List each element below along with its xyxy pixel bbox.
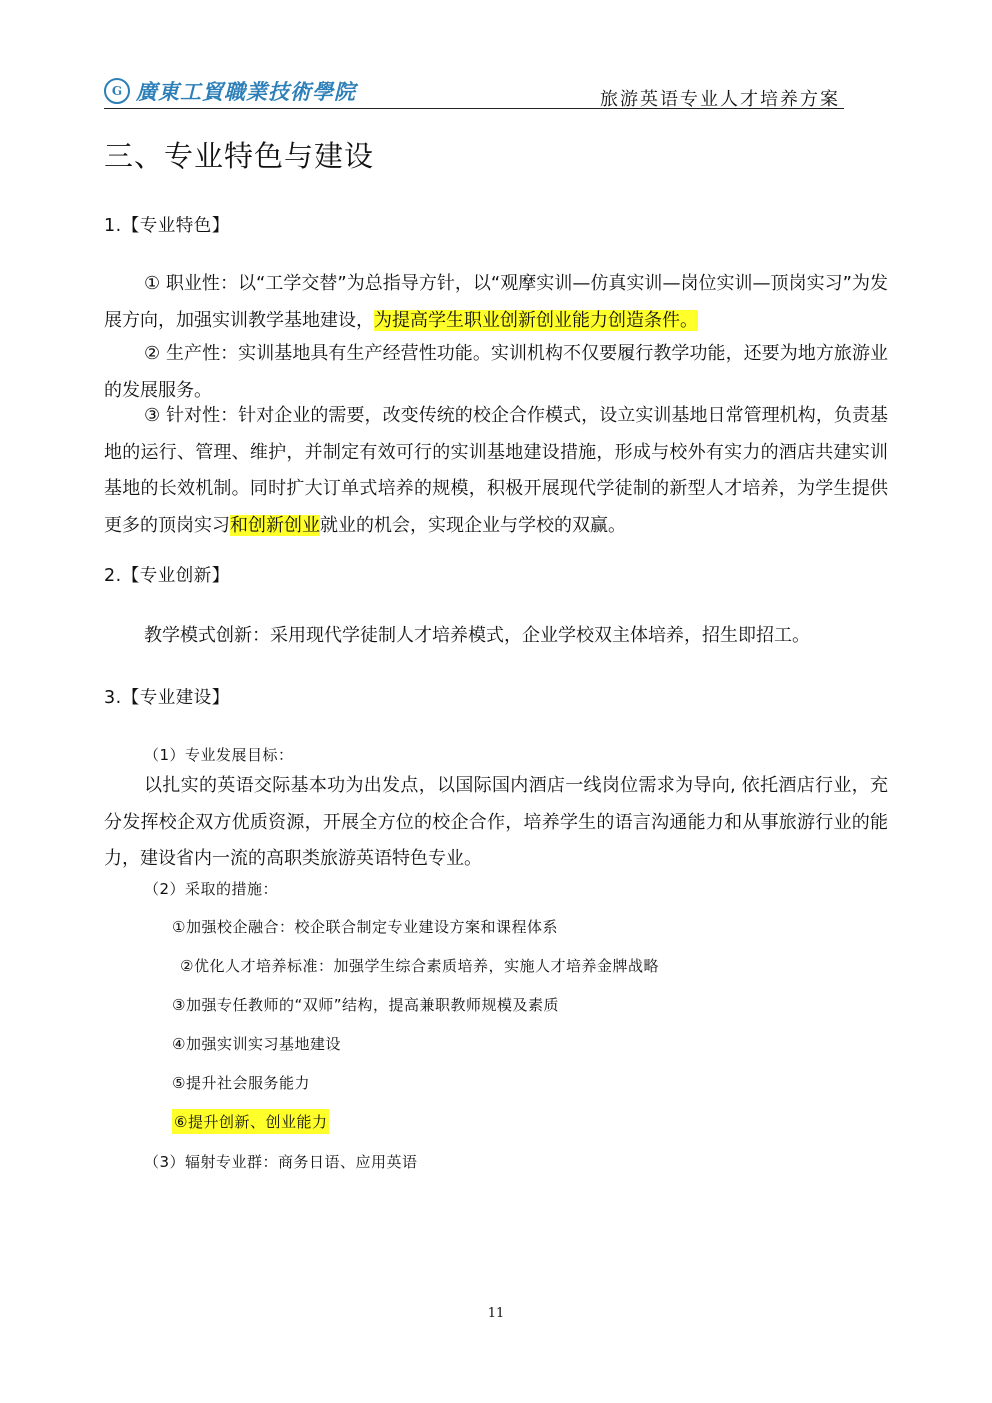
header-divider xyxy=(104,108,844,109)
measure-item: ①加强校企融合：校企联合制定专业建设方案和课程体系 xyxy=(172,918,558,936)
construction-heading: 3.【专业建设】 xyxy=(104,688,230,708)
feature-vocational-text: ① 职业性：以“工学交替”为总指导方针，以“观摩实训—仿真实训—岗位实训—顶岗实习”为发展方向，加强实训教学基地建设， xyxy=(104,273,888,331)
goal-paragraph: 以扎实的英语交际基本功为出发点，以国际国内酒店一线岗位需求为导向, 依托酒店行业，充分发挥校企双方优质资源，开展全方位的校企合作，培养学生的语言沟通能力和从事旅游行业的能力，建设省内一流的高职类旅游英语特色专业。 xyxy=(104,775,888,869)
measure-item: ②优化人才培养标准：加强学生综合素质培养，实施人才培养金牌战略 xyxy=(180,957,659,975)
feature-targeted-text: ③ 针对性：针对企业的需要，改变传统的校企合作模式，设立实训基地日常管理机构，负责基地的运行、管理、维护，并制定有效可行的实训基地建设措施，形成与校外有实力的酒店共建实训基地的长效机制。同时扩大订单式培养的规模，积极开展现代学徒制的新型人才培养，为学生提供更多的顶岗实习 xyxy=(104,405,888,536)
measure-item: ④加强实训实习基地建设 xyxy=(172,1035,341,1053)
feature-vocational-highlight: 为提高学生职业创新创业能力创造条件。 xyxy=(374,309,698,331)
innovation-paragraph: 教学模式创新：采用现代学徒制人才培养模式，企业学校双主体培养，招生即招工。 xyxy=(144,625,810,646)
measure-item: ③加强专任教师的“双师”结构，提高兼职教师规模及素质 xyxy=(172,996,559,1014)
goal-label: （1）专业发展目标： xyxy=(144,746,294,764)
school-logo xyxy=(104,76,356,106)
measure-item: ⑤提升社会服务能力 xyxy=(172,1074,310,1092)
feature-targeted-paragraph xyxy=(104,398,888,544)
feature-targeted-highlight: 和创新创业 xyxy=(230,514,320,536)
document-title: 旅游英语专业人才培养方案 xyxy=(600,89,840,110)
innovation-heading: 2.【专业创新】 xyxy=(104,566,230,586)
measures-label: （2）采取的措施： xyxy=(144,880,279,898)
school-emblem-icon: G xyxy=(104,78,130,104)
school-name: 廣東工貿職業技術學院 xyxy=(136,79,356,104)
feature-targeted-text-end: 就业的机会，实现企业与学校的双赢。 xyxy=(320,514,626,536)
measure-item-highlighted: ⑥提升创新、创业能力 xyxy=(172,1109,329,1134)
feature-productive-paragraph: ② 生产性：实训基地具有生产经营性功能。实训机构不仅要履行教学功能，还要为地方旅游业的发展服务。 xyxy=(104,343,888,401)
feature-vocational-paragraph xyxy=(104,266,888,339)
radiation-group: （3）辐射专业群：商务日语、应用英语 xyxy=(144,1153,418,1171)
page-number: 11 xyxy=(487,1306,505,1321)
features-heading: 1.【专业特色】 xyxy=(104,216,230,236)
section-title: 三、专业特色与建设 xyxy=(104,139,375,173)
